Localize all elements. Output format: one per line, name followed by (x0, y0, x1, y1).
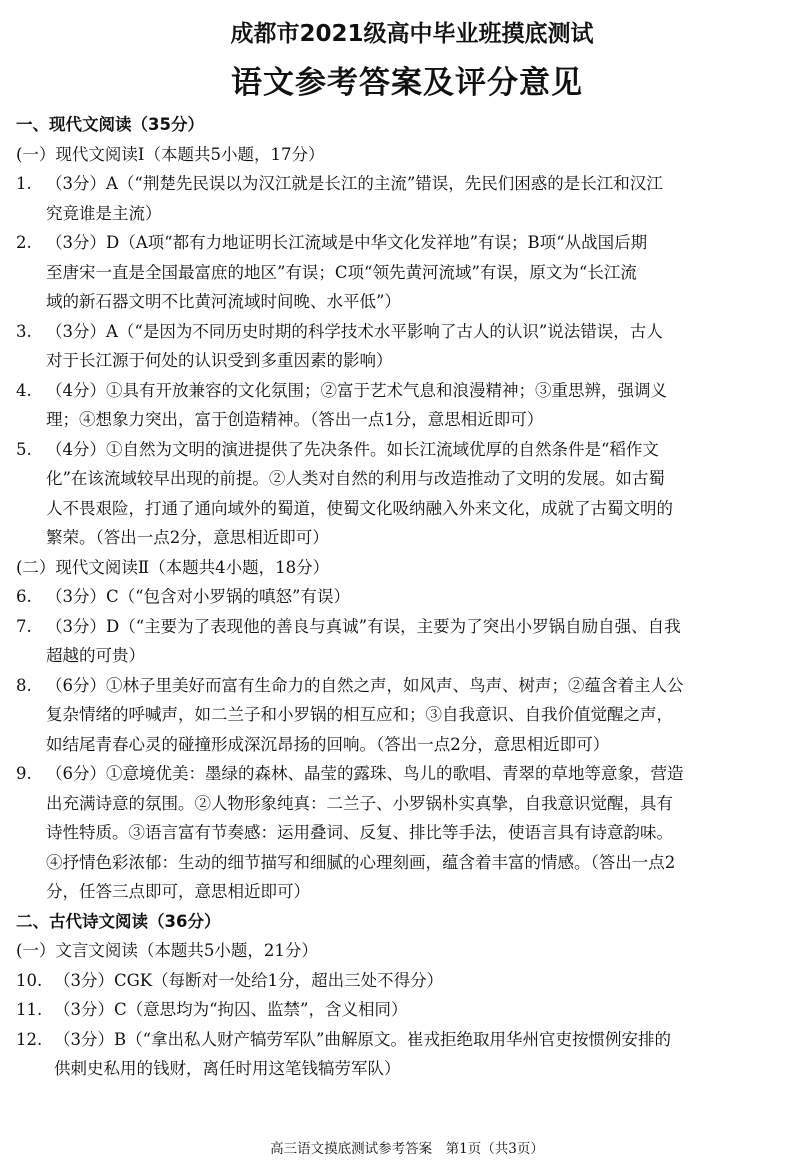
answer-line: 复杂情绪的呼喊声，如二兰子和小罗锅的相互应和；③自我意识、自我价值觉醒之声， (46, 705, 673, 724)
item-number: 3. (16, 321, 32, 341)
item-number: 7. (16, 616, 32, 636)
answer-line: 理；④想象力突出，富于创造精神。（答出一点1分，意思相近即可） (46, 410, 544, 429)
answer-line: （3分）B（“拿出私人财产犒劳军队”曲解原文。崔戎拒绝取用华州官吏按惯例安排的 (54, 1029, 671, 1049)
answer-line: （6分）①意境优美：墨绿的森林、晶莹的露珠、鸟儿的歌唱、青翠的草地等意象，营造 (46, 764, 684, 783)
document-title: 语文参考答案及评分意见 (231, 65, 583, 101)
item-number: 10. (16, 970, 43, 990)
answer-item-4 (16, 376, 768, 435)
answer-line: （4分）①自然为文明的演进提供了先决条件。如长江流域优厚的自然条件是“稻作文 (46, 439, 659, 459)
answer-line: （3分）D（“主要为了表现他的善良与真诚”有误，主要为了突出小罗锅自励自强、自我 (46, 616, 681, 636)
item-number: 4. (16, 380, 32, 400)
answer-line: （3分）A（“是因为不同历史时期的科学技术水平影响了古人的认识”说法错误，古人 (46, 321, 663, 341)
subsection-heading-classical-prose: (一）文言文阅读（本题共5小题，21分） (16, 941, 318, 960)
answer-item-12 (16, 1025, 768, 1084)
answer-item-10 (16, 966, 768, 996)
answer-item-3 (16, 317, 768, 376)
answer-line: （3分）CGK（每断对一处给1分，超出三处不得分） (54, 970, 444, 990)
answer-line: 域的新石器文明不比黄河流域时间晚、水平低”） (46, 292, 401, 311)
exam-title: 成都市2021级高中毕业班摸底测试 (230, 21, 594, 47)
subsection-heading-modern-reading-2: (二）现代文阅读Ⅱ（本题共4小题，18分） (16, 557, 330, 577)
answer-line: 如结尾青春心灵的碰撞形成深沉昂扬的回响。（答出一点2分，意思相近即可） (46, 734, 610, 754)
answer-line: 至唐宋一直是全国最富庶的地区”有误；C项“领先黄河流域”有误，原文为“长江流 (46, 262, 637, 282)
answer-item-11 (16, 995, 768, 1025)
answer-item-9 (16, 759, 768, 907)
item-number: 5. (16, 439, 32, 459)
item-number: 12. (16, 1029, 43, 1049)
answer-line: （3分）D（A项“都有力地证明长江流域是中华文化发祥地”有误；B项“从战国后期 (46, 233, 648, 252)
answer-item-5 (16, 435, 768, 553)
item-number: 1. (16, 174, 32, 193)
answer-line: （3分）A（“荆楚先民误以为汉江就是长江的主流”错误，先民们困惑的是长江和汉江 (46, 174, 663, 193)
section-heading-modern-reading: 一、现代文阅读（35分） (16, 115, 204, 134)
answer-line: 诗性特质。③语言富有节奏感：运用叠词、反复、排比等手法，使语言具有诗意韵味。 (46, 823, 673, 842)
answer-line: 化”在该流域较早出现的前提。②人类对自然的利用与改造推动了文明的发展。如古蜀 (46, 469, 665, 488)
subsection-heading-modern-reading-1: (一）现代文阅读Ⅰ（本题共5小题，17分） (16, 144, 325, 164)
answer-line: ④抒情色彩浓郁：生动的细节描写和细腻的心理刻画，蕴含着丰富的情感。（答出一点2 (46, 852, 676, 872)
answer-line: （6分）①林子里美好而富有生命力的自然之声，如风声、鸟声、树声；②蕴含着主人公 (46, 675, 684, 695)
answer-item-1 (16, 169, 768, 228)
item-number: 6. (16, 587, 32, 606)
item-number: 11. (16, 1000, 43, 1019)
answer-item-2 (16, 228, 768, 317)
answer-line: 人不畏艰险，打通了通向域外的蜀道，使蜀文化吸纳融入外来文化，成就了古蜀文明的 (46, 498, 673, 518)
answer-item-6 (16, 582, 768, 612)
answer-item-7 (16, 612, 768, 671)
answer-line: （3分）C（意思均为“拘囚、监禁”，含义相同） (54, 1000, 408, 1019)
page-footer: 高三语文摸底测试参考答案 第1页（共3页） (270, 1141, 544, 1157)
answer-line: 出充满诗意的氛围。②人物形象纯真：二兰子、小罗锅朴实真挚，自我意识觉醒，具有 (46, 793, 673, 813)
answer-line: 供刺史私用的钱财，离任时用这笔钱犒劳军队） (54, 1059, 401, 1078)
section-heading-classical-reading: 二、古代诗文阅读（36分） (16, 911, 221, 931)
answer-line: 对于长江源于何处的认识受到多重因素的影响） (46, 351, 393, 370)
answer-item-8 (16, 671, 768, 760)
answer-line: 超越的可贵） (46, 646, 145, 665)
answer-line: 分，任答三点即可，意思相近即可） (46, 882, 310, 901)
answer-line: 繁荣。（答出一点2分，意思相近即可） (46, 528, 329, 547)
answer-line: 究竟谁是主流） (46, 203, 162, 223)
answer-line: （3分）C（“包含对小罗锅的嗔怒”有误） (46, 587, 350, 606)
item-number: 8. (16, 675, 32, 695)
item-number: 2. (16, 233, 32, 252)
item-number: 9. (16, 764, 32, 783)
answer-line: （4分）①具有开放兼容的文化氛围；②富于艺术气息和浪漫精神；③重思辨，强调义 (46, 380, 667, 400)
